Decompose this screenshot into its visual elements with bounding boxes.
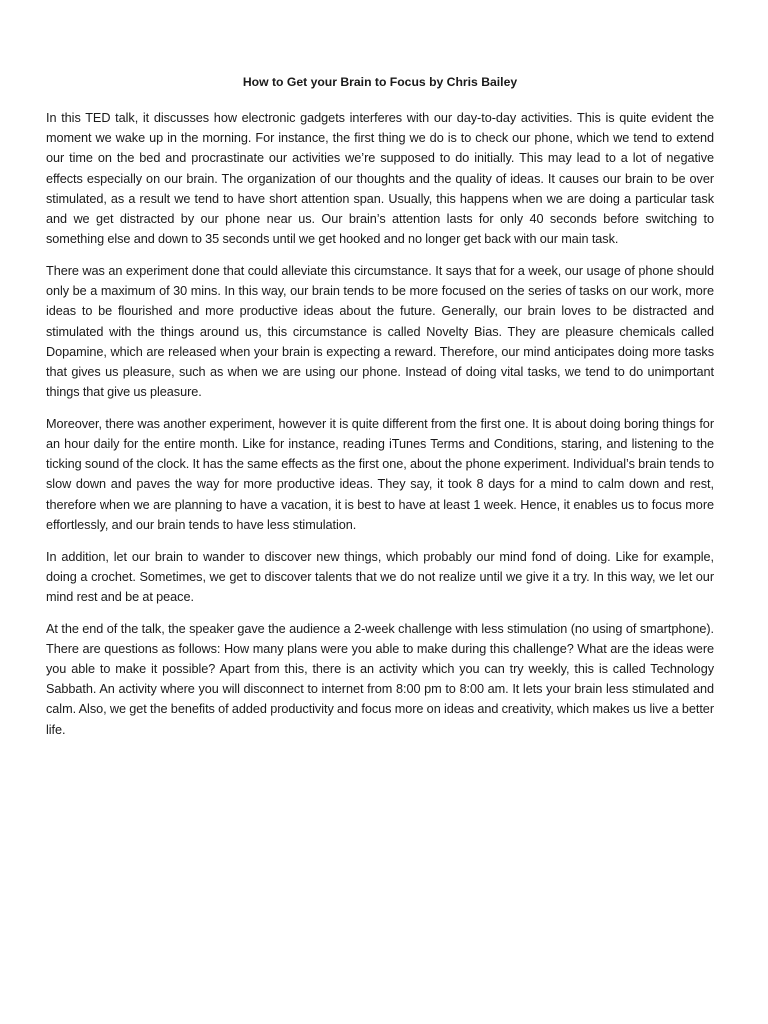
paragraph-3: Moreover, there was another experiment, however it is quite different from the first one. It is about doing boring things for an hour daily for the entire month. Like for instance, reading iTunes Terms and Conditions, staring, and listening to the ticking sound of the clock. It has the same effects as the first one, about the phone experiment. Individual’s brain tends to slow down and paves the way for more productive ideas. They say, it took 8 days for a mind to calm down and rest, therefore when we are planning to have a vacation, it is best to have at least 1 week. Hence, it enables us to focus more effortlessly, and our brain tends to have less stimulation. [46, 416, 714, 532]
paragraph-4: In addition, let our brain to wander to discover new things, which probably our mind fond of doing. Like for example, doing a crochet. Sometimes, we get to discover talents that we do not realize until we give it a try. In this way, we let our mind rest and be at peace. [46, 549, 714, 604]
document-title: How to Get your Brain to Focus by Chris Bailey [242, 75, 518, 89]
paragraph-1: In this TED talk, it discusses how electronic gadgets interferes with our day-to-day activities. This is quite evident the moment we wake up in the morning. For instance, the first thing we do is to check our phone, which we tend to extend our time on the bed and procrastinate our activities we’re supposed to do initially. This may lead to a lot of negative effects especially on our brain. The organization of our thoughts and the quality of ideas. It causes our brain to be over stimulated, as a result we tend to have short attention span. Usually, this happens when we are doing a particular task and we get distracted by our phone near us. Our brain’s attention lasts for only 40 seconds before switching to something else and down to 35 seconds until we get hooked and no longer get back with our main task. [46, 111, 714, 247]
paragraph-5: At the end of the talk, the speaker gave the audience a 2-week challenge with less stimulation (no using of smartphone). There are questions as follows: How many plans were you able to make during this challenge? What are the ideas were you able to make it possible? Apart from this, there is an activity which you can try weekly, this is called Technology Sabbath. An activity where you will disconnect to internet from 8:00 pm to 8:00 am. It lets your brain less stimulated and calm. Also, we get the benefits of added productivity and focus more on ideas and creativity, which makes us live a better life. [46, 621, 714, 737]
paragraph-2: There was an experiment done that could alleviate this circumstance. It says that for a week, our usage of phone should only be a maximum of 30 mins. In this way, our brain tends to be more focused on the series of tasks on our work, more ideas to be flourished and more productive ideas about the future. Generally, our brain loves to be distracted and stimulated with the things around us, this circumstance is called Novelty Bias. They are pleasure chemicals called Dopamine, which are released when your brain is expecting a reward. Therefore, our mind anticipates doing more tasks that gives us pleasure, such as when we are using our phone. Instead of doing vital tasks, we tend to do unimportant things that give us pleasure. [46, 263, 714, 400]
